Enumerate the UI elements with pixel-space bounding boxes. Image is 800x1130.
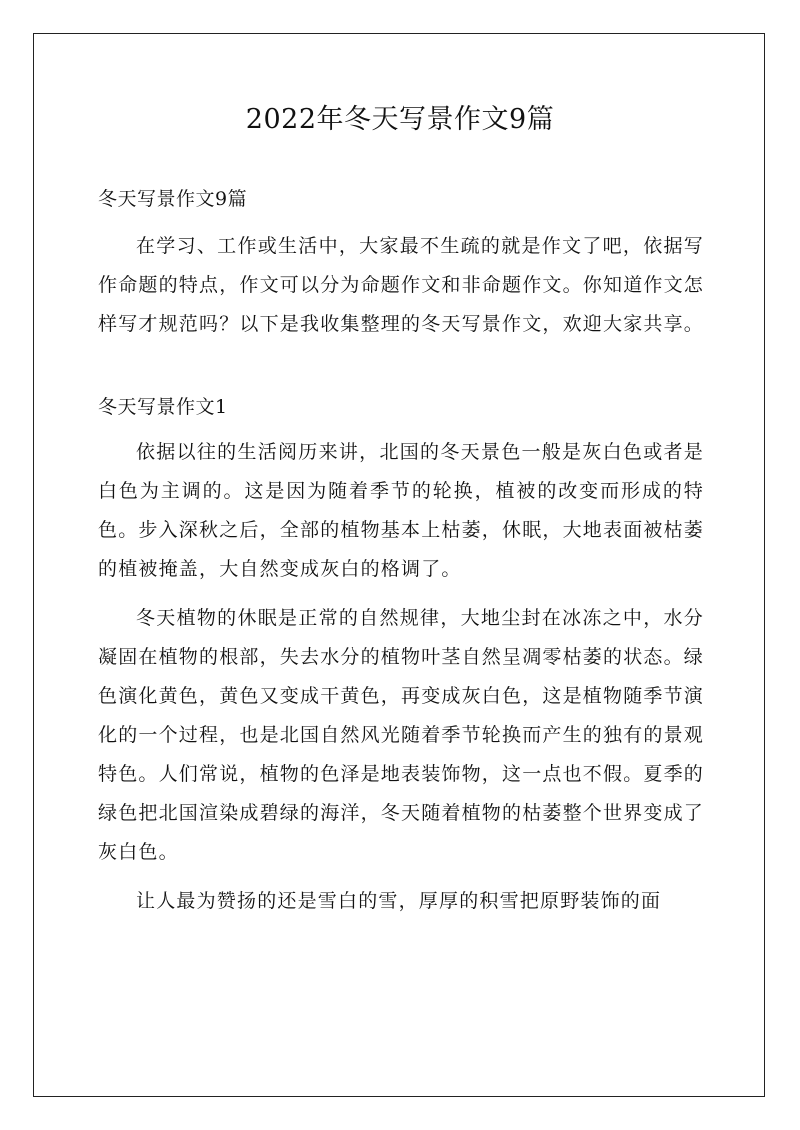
document-title: 2022年冬天写景作文9篇 [245,104,555,135]
intro-paragraph: 在学习、工作或生活中，大家最不生疏的就是作文了吧，依据写作命题的特点，作文可以分为命题作文和非命题作文。你知道作文怎样写才规范吗？以下是我收集整理的冬天写景作文，欢迎大家共享。 [98,235,705,335]
document-subtitle: 冬天写景作文9篇 [98,188,248,210]
section-gap [98,344,704,391]
section-1-heading: 冬天写景作文1 [98,396,228,418]
section-1-paragraph-1: 依据以往的生活阅历来讲，北国的冬天景色一般是灰白色或者是白色为主调的。这是因为随着季节的轮换，植被的改变而形成的特色。步入深秋之后，全部的植物基本上枯萎，休眠，大地表面被枯萎的植被掩盖，大自然变成灰白的格调了。 [98,441,705,580]
section-1-paragraph-2: 冬天植物的休眠是正常的自然规律，大地尘封在冰冻之中，水分凝固在植物的根部，失去水分的植物叶茎自然呈凋零枯萎的状态。绿色演化黄色，黄色又变成干黄色，再变成灰白色，这是植物随季节演化的一个过程，也是北国自然风光随着季节轮换而产生的独有的景观特色。人们常说，植物的色泽是地表装饰物，这一点也不假。夏季的绿色把北国渲染成碧绿的海洋，冬天随着植物的枯萎整个世界变成了灰白色。 [98,607,705,863]
document-body [98,183,704,921]
section-1-paragraph-3: 让人最为赞扬的还是雪白的雪，厚厚的积雪把原野装饰的面 [136,890,662,912]
